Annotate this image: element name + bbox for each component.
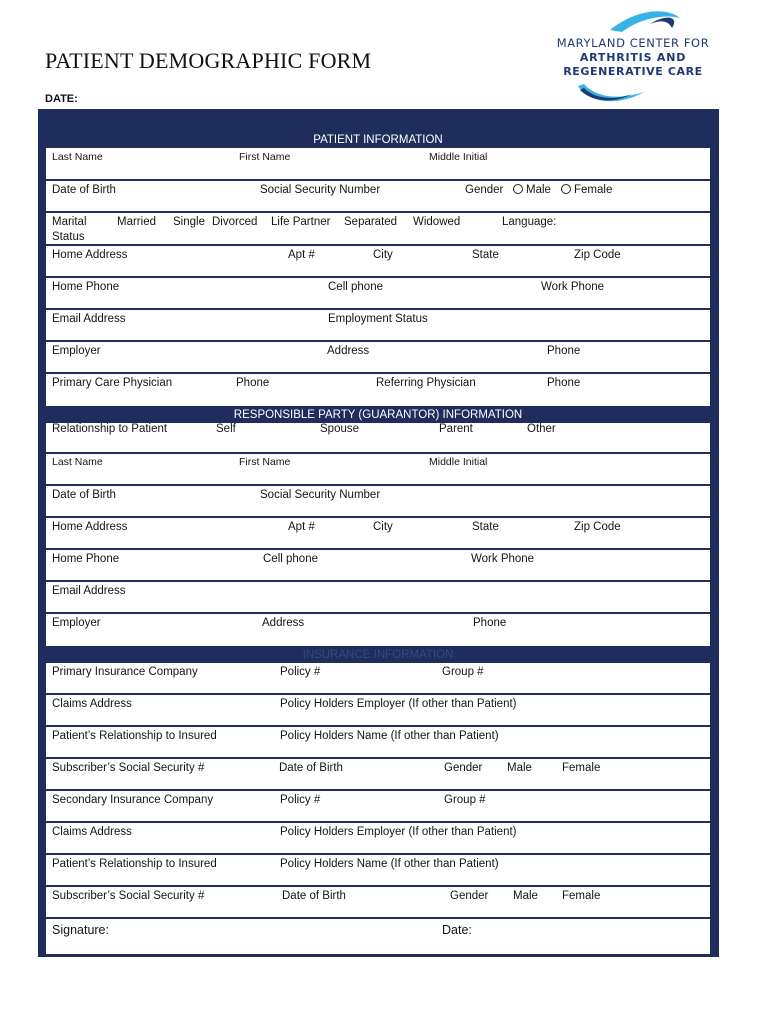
guarantor-city-label: City xyxy=(373,521,393,533)
primary-holder-name-label: Policy Holders Name (If other than Patient) xyxy=(280,730,499,742)
secondary-subscriber-row[interactable] xyxy=(46,887,710,919)
secondary-relationship-label: Patient’s Relationship to Insured xyxy=(52,858,217,870)
employment-status-label: Employment Status xyxy=(328,313,428,325)
widowed-option[interactable]: Widowed xyxy=(413,216,461,228)
patient-dob-row[interactable] xyxy=(46,181,710,213)
work-phone-label: Work Phone xyxy=(541,281,605,293)
last-name-label: Last Name xyxy=(52,151,103,163)
ssn-label: Social Security Number xyxy=(260,184,381,196)
relationship-label: Relationship to Patient xyxy=(52,423,168,435)
primary-group-label: Group # xyxy=(442,666,484,678)
patient-section-header: PATIENT INFORMATION xyxy=(46,131,710,148)
guarantor-email-label: Email Address xyxy=(52,585,126,597)
guarantor-employer-address-label: Address xyxy=(262,617,305,629)
patient-employer-row[interactable] xyxy=(46,342,710,374)
primary-male-option[interactable]: Male xyxy=(507,762,532,774)
guarantor-state-label: State xyxy=(472,521,499,533)
apt-label: Apt # xyxy=(288,249,315,261)
life-partner-option[interactable]: Life Partner xyxy=(271,216,331,228)
guarantor-home-phone-label: Home Phone xyxy=(52,553,120,565)
self-option[interactable]: Self xyxy=(216,423,236,435)
radio-male-icon[interactable] xyxy=(513,184,523,194)
state-label: State xyxy=(472,249,499,261)
logo-line-1: MARYLAND CENTER FOR xyxy=(556,36,710,50)
secondary-policy-label: Policy # xyxy=(280,794,321,806)
guarantor-section-header: RESPONSIBLE PARTY (GUARANTOR) INFORMATION xyxy=(46,406,710,423)
primary-insurance-row[interactable] xyxy=(46,663,710,695)
guarantor-email-row[interactable] xyxy=(46,582,710,614)
city-label: City xyxy=(373,249,393,261)
dob-label: Date of Birth xyxy=(52,184,116,196)
language-label: Language: xyxy=(502,216,557,228)
secondary-male-option[interactable]: Male xyxy=(513,890,538,902)
guarantor-zip-label: Zip Code xyxy=(574,521,621,533)
date-label: DATE: xyxy=(45,93,78,105)
pcp-phone-label: Phone xyxy=(236,377,270,389)
clinic-logo xyxy=(540,8,720,108)
female-label: Female xyxy=(574,184,613,196)
parent-option[interactable]: Parent xyxy=(439,423,473,435)
signature-label: Signature: xyxy=(52,923,109,937)
guarantor-cell-phone-label: Cell phone xyxy=(263,553,318,565)
spouse-option[interactable]: Spouse xyxy=(320,423,360,435)
guarantor-phone-row[interactable] xyxy=(46,550,710,582)
demographic-form xyxy=(45,130,711,955)
first-name-label: First Name xyxy=(239,151,291,163)
zip-label: Zip Code xyxy=(574,249,621,261)
secondary-subscriber-dob-label: Date of Birth xyxy=(282,890,346,902)
secondary-female-option[interactable]: Female xyxy=(562,890,601,902)
secondary-claims-address-label: Claims Address xyxy=(52,826,132,838)
male-label: Male xyxy=(526,184,551,196)
signature-date-label: Date: xyxy=(442,923,472,937)
primary-relationship-label: Patient’s Relationship to Insured xyxy=(52,730,217,742)
patient-address-row[interactable] xyxy=(46,246,710,278)
employer-label: Employer xyxy=(52,345,101,357)
guarantor-home-address-label: Home Address xyxy=(52,521,128,533)
guarantor-apt-label: Apt # xyxy=(288,521,315,533)
guarantor-work-phone-label: Work Phone xyxy=(471,553,535,565)
primary-claims-row[interactable] xyxy=(46,695,710,727)
home-address-label: Home Address xyxy=(52,249,128,261)
middle-initial-label: Middle Initial xyxy=(429,151,488,163)
logo-line-3: REGENERATIVE CARE xyxy=(563,65,703,78)
secondary-relationship-row[interactable] xyxy=(46,855,710,887)
secondary-insurance-label: Secondary Insurance Company xyxy=(52,794,214,806)
guarantor-relationship-row[interactable] xyxy=(46,423,710,454)
primary-insurance-label: Primary Insurance Company xyxy=(52,666,198,678)
primary-gender-label: Gender xyxy=(444,762,483,774)
employer-phone-label: Phone xyxy=(547,345,581,357)
secondary-gender-label: Gender xyxy=(450,890,489,902)
guarantor-dob-label: Date of Birth xyxy=(52,489,116,501)
pcp-label: Primary Care Physician xyxy=(52,377,173,389)
secondary-insurance-row[interactable] xyxy=(46,791,710,823)
guarantor-employer-label: Employer xyxy=(52,617,101,629)
status-label: Status xyxy=(52,231,85,243)
primary-claims-address-label: Claims Address xyxy=(52,698,132,710)
physician-row[interactable] xyxy=(46,374,710,406)
secondary-group-label: Group # xyxy=(444,794,486,806)
insurance-section-header: INSURANCE INFORMATION xyxy=(46,646,710,663)
cell-phone-label: Cell phone xyxy=(328,281,383,293)
guarantor-name-row[interactable] xyxy=(46,454,710,486)
primary-policy-label: Policy # xyxy=(280,666,321,678)
divorced-option[interactable]: Divorced xyxy=(212,216,258,228)
logo-line-2: ARTHRITIS AND xyxy=(579,51,687,64)
patient-phone-row[interactable] xyxy=(46,278,710,310)
secondary-subscriber-ssn-label: Subscriber’s Social Security # xyxy=(52,890,205,902)
patient-email-row[interactable] xyxy=(46,310,710,342)
home-phone-label: Home Phone xyxy=(52,281,120,293)
guarantor-employer-phone-label: Phone xyxy=(473,617,507,629)
guarantor-address-row[interactable] xyxy=(46,518,710,550)
primary-holder-employer-label: Policy Holders Employer (If other than Patient) xyxy=(280,698,517,710)
primary-female-option[interactable]: Female xyxy=(562,762,601,774)
secondary-claims-row[interactable] xyxy=(46,823,710,855)
marital-status-row[interactable] xyxy=(46,213,710,246)
separated-option[interactable]: Separated xyxy=(344,216,398,228)
guarantor-middle-initial-label: Middle Initial xyxy=(429,456,488,468)
gender-female-option[interactable] xyxy=(561,184,612,196)
single-option[interactable]: Single xyxy=(173,216,205,228)
page-title: PATIENT DEMOGRAPHIC FORM xyxy=(45,48,372,73)
email-label: Email Address xyxy=(52,313,126,325)
employer-address-label: Address xyxy=(327,345,370,357)
guarantor-dob-row[interactable] xyxy=(46,486,710,518)
guarantor-ssn-label: Social Security Number xyxy=(260,489,381,501)
secondary-holder-name-label: Policy Holders Name (If other than Patient) xyxy=(280,858,499,870)
primary-subscriber-dob-label: Date of Birth xyxy=(279,762,343,774)
signature-row[interactable] xyxy=(46,919,710,954)
referring-physician-label: Referring Physician xyxy=(376,377,476,389)
radio-female-icon[interactable] xyxy=(561,184,571,194)
guarantor-employer-row[interactable] xyxy=(46,614,710,646)
primary-subscriber-row[interactable] xyxy=(46,759,710,791)
marital-label: Marital xyxy=(52,216,87,228)
referring-phone-label: Phone xyxy=(547,377,581,389)
secondary-holder-employer-label: Policy Holders Employer (If other than Patient) xyxy=(280,826,517,838)
primary-subscriber-ssn-label: Subscriber’s Social Security # xyxy=(52,762,205,774)
guarantor-first-name-label: First Name xyxy=(239,456,291,468)
gender-label: Gender xyxy=(465,184,504,196)
gender-male-option[interactable] xyxy=(513,184,551,196)
guarantor-last-name-label: Last Name xyxy=(52,456,103,468)
primary-relationship-row[interactable] xyxy=(46,727,710,759)
married-option[interactable]: Married xyxy=(117,216,156,228)
other-option[interactable]: Other xyxy=(527,423,556,435)
patient-name-row[interactable] xyxy=(46,148,710,181)
